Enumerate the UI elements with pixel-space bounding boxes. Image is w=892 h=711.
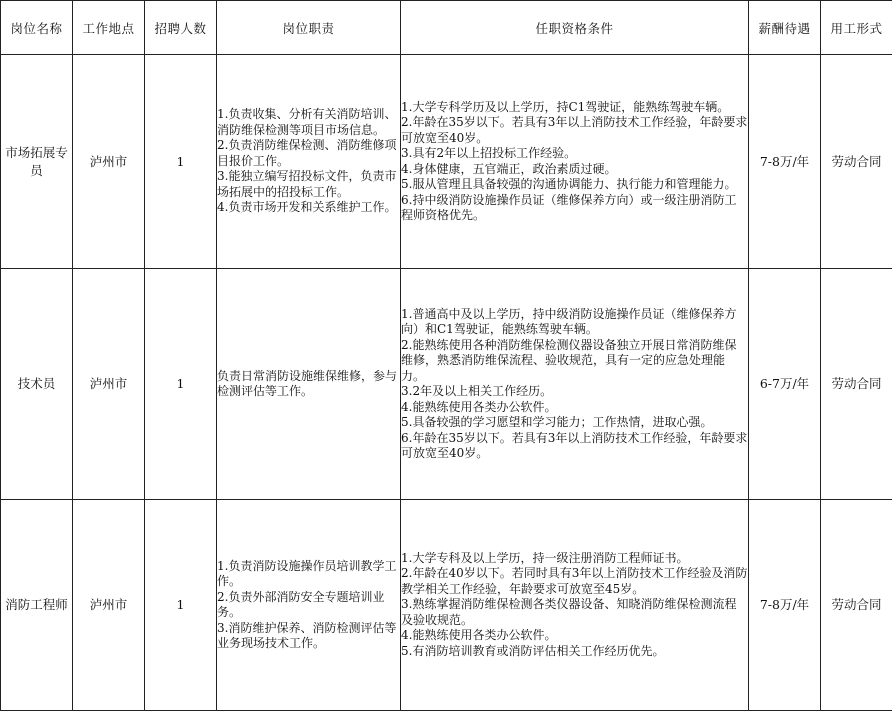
qualifications-cell	[401, 55, 749, 269]
employment-type-cell: 劳动合同	[821, 269, 892, 500]
duty-item: 2.负责外部消防安全专题培训业务。	[217, 590, 400, 621]
qualification-item: 4.身体健康，五官端正，政治素质过硬。	[401, 162, 748, 178]
location-cell: 泸州市	[73, 500, 145, 711]
duties-cell	[217, 55, 401, 269]
qualification-item: 2.能熟练使用各种消防维保检测仪器设备独立开展日常消防维保维修，熟悉消防维保流程、验收规范，具有一定的应急处理能力。	[401, 338, 748, 385]
qualification-item: 6.持中级消防设施操作员证（维修保养方向）或一级注册消防工程师资格优先。	[401, 193, 748, 224]
header-row	[1, 1, 892, 55]
position-cell: 消防工程师	[1, 500, 73, 711]
position-cell: 技术员	[1, 269, 73, 500]
duty-item: 2.负责消防维保检测、消防维修项目报价工作。	[217, 138, 400, 169]
qualification-item: 5.服从管理且具备较强的沟通协调能力、执行能力和管理能力。	[401, 177, 748, 193]
employment-type-cell: 劳动合同	[821, 500, 892, 711]
position-cell: 市场拓展专员	[1, 55, 73, 269]
location-cell: 泸州市	[73, 55, 145, 269]
header-qualifications: 任职资格条件	[401, 1, 749, 55]
header-location: 工作地点	[73, 1, 145, 55]
location-cell: 泸州市	[73, 269, 145, 500]
qualification-item: 5.有消防培训教育或消防评估相关工作经历优先。	[401, 644, 748, 660]
qualification-item: 2.年龄在40岁以下。若同时具有3年以上消防技术工作经验及消防教学相关工作经验，年龄要求可放宽至45岁。	[401, 566, 748, 597]
table-row	[1, 269, 892, 500]
header-salary: 薪酬待遇	[749, 1, 821, 55]
qualification-item: 4.能熟练使用各类办公软件。	[401, 400, 748, 416]
duty-item: 3.消防维护保养、消防检测评估等业务现场技术工作。	[217, 621, 400, 652]
duties-cell	[217, 269, 401, 500]
qualification-item: 1.普通高中及以上学历，持中级消防设施操作员证（维修保养方向）和C1驾驶证，能熟练驾驶车辆。	[401, 307, 748, 338]
qualification-item: 3.具有2年以上招投标工作经验。	[401, 146, 748, 162]
salary-cell: 6-7万/年	[749, 269, 821, 500]
qualification-item: 1.大学专科及以上学历，持一级注册消防工程师证书。	[401, 551, 748, 567]
duty-item: 负责日常消防设施维保维修，参与检测评估等工作。	[217, 369, 400, 400]
header-employment-type: 用工形式	[821, 1, 892, 55]
duty-item: 1.负责收集、分析有关消防培训、消防维保检测等项目市场信息。	[217, 107, 400, 138]
count-cell: 1	[145, 55, 217, 269]
header-duties: 岗位职责	[217, 1, 401, 55]
qualifications-cell	[401, 269, 749, 500]
header-position: 岗位名称	[1, 1, 73, 55]
salary-cell: 7-8万/年	[749, 500, 821, 711]
table-row	[1, 55, 892, 269]
table-row	[1, 500, 892, 711]
duties-cell	[217, 500, 401, 711]
qualification-item: 5.具备较强的学习愿望和学习能力；工作热情，进取心强。	[401, 415, 748, 431]
employment-type-cell: 劳动合同	[821, 55, 892, 269]
qualification-item: 4.能熟练使用各类办公软件。	[401, 628, 748, 644]
count-cell: 1	[145, 269, 217, 500]
qualification-item: 6.年龄在35岁以下。若具有3年以上消防技术工作经验，年龄要求可放宽至40岁。	[401, 431, 748, 462]
duty-item: 3.能独立编写招投标文件，负责市场拓展中的招投标工作。	[217, 169, 400, 200]
qualification-item: 1.大学专科学历及以上学历，持C1驾驶证，能熟练驾驶车辆。	[401, 100, 748, 116]
header-count: 招聘人数	[145, 1, 217, 55]
qualification-item: 3.2年及以上相关工作经历。	[401, 384, 748, 400]
duty-item: 1.负责消防设施操作员培训教学工作。	[217, 559, 400, 590]
salary-cell: 7-8万/年	[749, 55, 821, 269]
qualifications-cell	[401, 500, 749, 711]
count-cell: 1	[145, 500, 217, 711]
qualification-item: 3.熟练掌握消防维保检测各类仪器设备、知晓消防维保检测流程及验收规范。	[401, 597, 748, 628]
qualification-item: 2.年龄在35岁以下。若具有3年以上消防技术工作经验，年龄要求可放宽至40岁。	[401, 115, 748, 146]
duty-item: 4.负责市场开发和关系维护工作。	[217, 200, 400, 216]
